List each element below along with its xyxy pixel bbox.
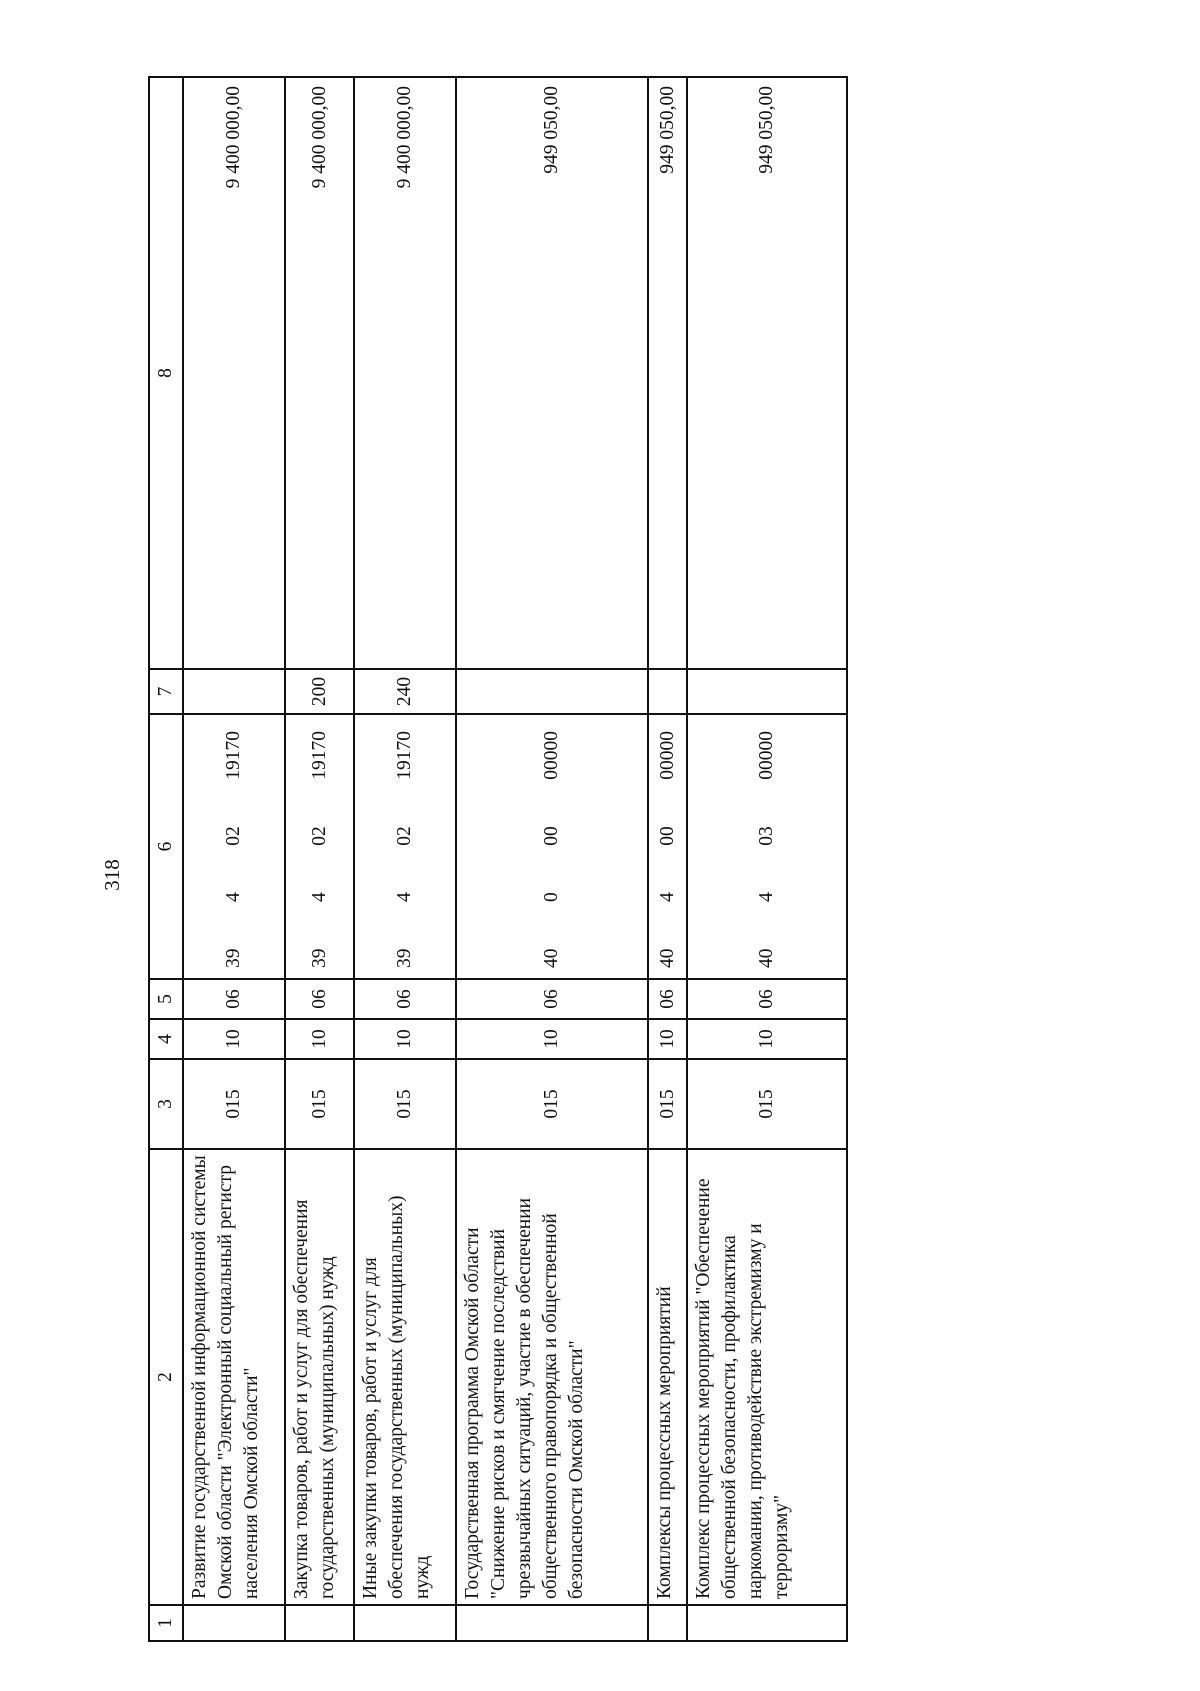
row-subsection: 06 xyxy=(354,979,456,1019)
col-header-5: 5 xyxy=(149,979,183,1019)
csr-event: 02 xyxy=(308,826,330,846)
row-section: 10 xyxy=(648,1019,686,1059)
row-expense-type xyxy=(648,669,686,714)
col-header-6: 6 xyxy=(149,714,183,979)
table-row xyxy=(183,77,285,1641)
row-section: 10 xyxy=(183,1019,285,1059)
csr-event: 02 xyxy=(394,826,416,846)
row-index-cell xyxy=(285,1605,353,1641)
col-header-7: 7 xyxy=(149,669,183,714)
row-expense-type xyxy=(183,669,285,714)
csr-program: 40 xyxy=(541,948,563,968)
csr-type: 4 xyxy=(308,892,330,902)
row-subsection: 06 xyxy=(183,979,285,1019)
csr-direction: 19170 xyxy=(308,731,330,780)
table-row xyxy=(285,77,353,1641)
csr-type: 4 xyxy=(223,892,245,902)
csr-event: 00 xyxy=(541,826,563,846)
row-name: Комплекс процессных мероприятий "Обеспечение общественной безопасности, профилактика наркомании, противодействие экстремизму и терроризму" xyxy=(687,1149,847,1605)
csr-program: 40 xyxy=(656,948,678,968)
row-target-article xyxy=(456,714,648,979)
row-code: 015 xyxy=(285,1059,353,1149)
csr-type: 4 xyxy=(755,892,777,902)
row-code: 015 xyxy=(456,1059,648,1149)
row-target-article xyxy=(687,714,847,979)
csr-direction: 00000 xyxy=(755,731,777,780)
row-name: Закупка товаров, работ и услуг для обеспечения государственных (муниципальных) нужд xyxy=(285,1149,353,1605)
row-subsection: 06 xyxy=(687,979,847,1019)
row-name: Комплексы процессных мероприятий xyxy=(648,1149,686,1605)
row-index-cell xyxy=(687,1605,847,1641)
row-expense-type: 200 xyxy=(285,669,353,714)
col-header-2: 2 xyxy=(149,1149,183,1605)
budget-table-container xyxy=(148,76,848,1642)
row-section: 10 xyxy=(285,1019,353,1059)
row-amount: 949 050,00 xyxy=(687,77,847,669)
row-expense-type xyxy=(687,669,847,714)
csr-event: 02 xyxy=(223,826,245,846)
row-section: 10 xyxy=(687,1019,847,1059)
row-index-cell xyxy=(456,1605,648,1641)
csr-type: 4 xyxy=(394,892,416,902)
table-row xyxy=(687,77,847,1641)
row-index-cell xyxy=(648,1605,686,1641)
row-index-cell xyxy=(183,1605,285,1641)
row-amount: 9 400 000,00 xyxy=(354,77,456,669)
row-expense-type xyxy=(456,669,648,714)
row-index-cell xyxy=(354,1605,456,1641)
row-subsection: 06 xyxy=(285,979,353,1019)
row-target-article xyxy=(354,714,456,979)
row-code: 015 xyxy=(183,1059,285,1149)
row-subsection: 06 xyxy=(648,979,686,1019)
row-name: Государственная программа Омской области "Снижение рисков и смягчение последствий чрезвычайных ситуаций, участие в обеспечении общественного правопорядка и общественной безопасности Омской области" xyxy=(456,1149,648,1605)
csr-program: 39 xyxy=(308,948,330,968)
row-amount: 9 400 000,00 xyxy=(285,77,353,669)
csr-event: 03 xyxy=(755,826,777,846)
csr-direction: 19170 xyxy=(394,731,416,780)
table-row xyxy=(648,77,686,1641)
csr-program: 39 xyxy=(223,948,245,968)
budget-table xyxy=(148,76,848,1642)
csr-direction: 00000 xyxy=(541,731,563,780)
row-subsection: 06 xyxy=(456,979,648,1019)
row-amount: 949 050,00 xyxy=(456,77,648,669)
row-target-article xyxy=(183,714,285,979)
col-header-8: 8 xyxy=(149,77,183,669)
row-name: Иные закупки товаров, работ и услуг для обеспечения государственных (муниципальных) нужд xyxy=(354,1149,456,1605)
table-header-row xyxy=(149,77,183,1641)
csr-type: 0 xyxy=(541,892,563,902)
row-target-article xyxy=(285,714,353,979)
row-name: Развитие государственной информационной системы Омской области "Электронный социальный регистр населения Омской области" xyxy=(183,1149,285,1605)
row-amount: 9 400 000,00 xyxy=(183,77,285,669)
table-row xyxy=(456,77,648,1641)
csr-type: 4 xyxy=(656,892,678,902)
row-code: 015 xyxy=(354,1059,456,1149)
row-section: 10 xyxy=(354,1019,456,1059)
page-number: 318 xyxy=(99,859,124,891)
row-target-article xyxy=(648,714,686,979)
row-code: 015 xyxy=(648,1059,686,1149)
csr-program: 39 xyxy=(394,948,416,968)
col-header-1: 1 xyxy=(149,1605,183,1641)
row-code: 015 xyxy=(687,1059,847,1149)
csr-direction: 00000 xyxy=(656,731,678,780)
table-row xyxy=(354,77,456,1641)
csr-event: 00 xyxy=(656,826,678,846)
row-amount: 949 050,00 xyxy=(648,77,686,669)
csr-direction: 19170 xyxy=(223,731,245,780)
csr-program: 40 xyxy=(755,948,777,968)
row-expense-type: 240 xyxy=(354,669,456,714)
col-header-3: 3 xyxy=(149,1059,183,1149)
col-header-4: 4 xyxy=(149,1019,183,1059)
row-section: 10 xyxy=(456,1019,648,1059)
